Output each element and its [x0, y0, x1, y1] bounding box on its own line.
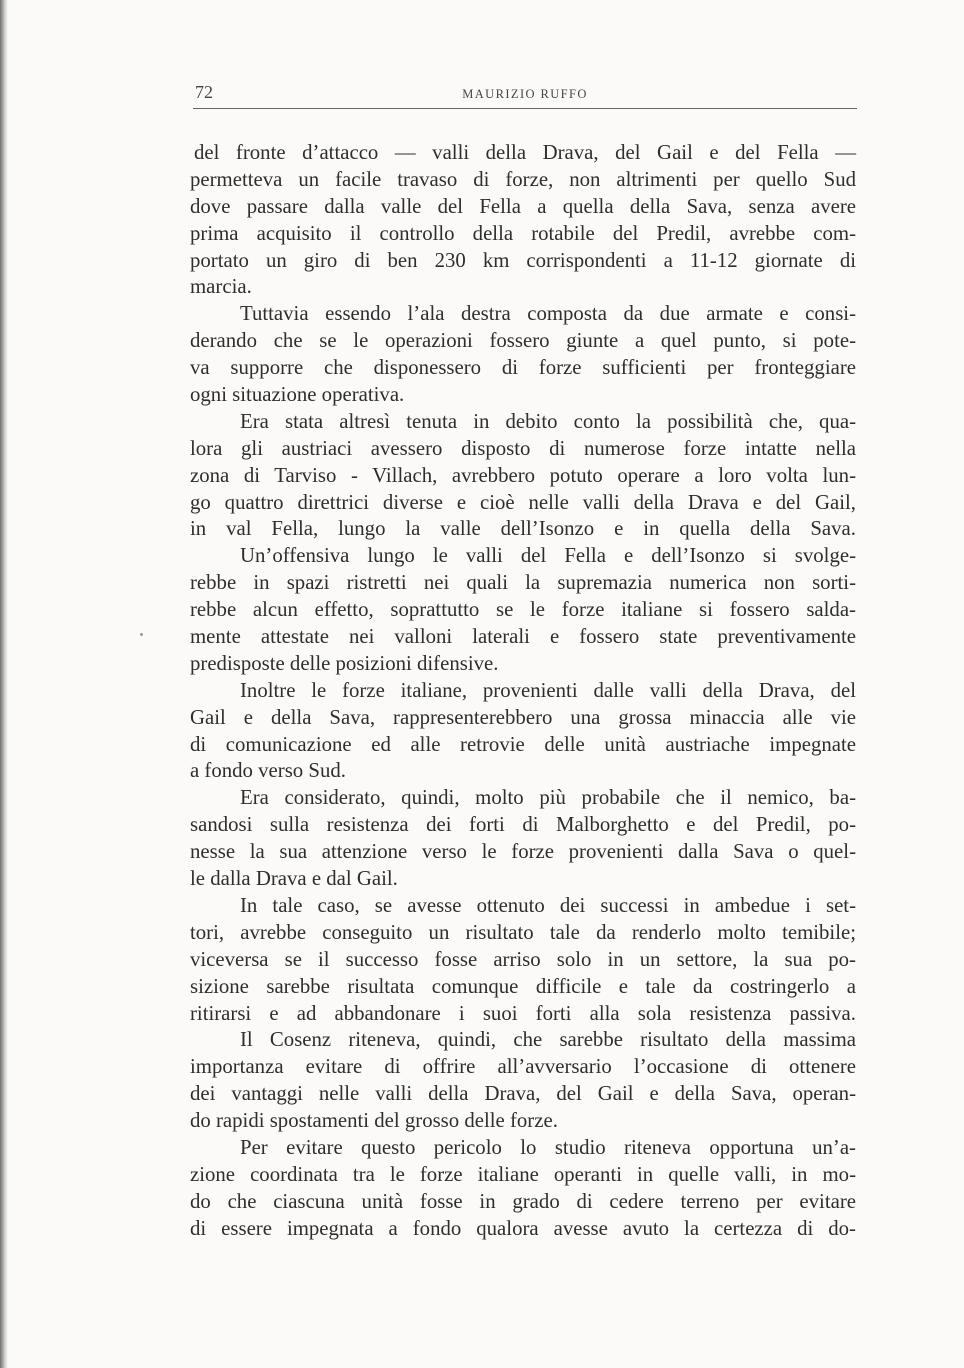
text-line: viceversa se il successo fosse arriso solo in un settore, la sua po-	[190, 947, 856, 971]
text-line: lora gli austriaci avessero disposto di numerose forze intatte nella	[190, 436, 856, 460]
text-line: In tale caso, se avesse ottenuto dei successi in ambedue i set-	[240, 893, 856, 917]
text-line: zione coordinata tra le forze italiane operanti in quelle valli, in mo-	[190, 1162, 856, 1186]
text-line: predisposte delle posizioni difensive.	[190, 651, 499, 675]
text-line: permetteva un facile travaso di forze, non altrimenti per quello Sud	[190, 167, 856, 191]
text-line: dei vantaggi nelle valli della Drava, del Gail e della Sava, operan-	[190, 1082, 856, 1106]
body-text	[190, 140, 856, 1243]
text-line: a fondo verso Sud.	[190, 759, 346, 783]
text-line: Il Cosenz riteneva, quindi, che sarebbe risultato della massima	[240, 1028, 856, 1052]
text-line: Era considerato, quindi, molto più probabile che il nemico, ba-	[240, 786, 856, 810]
text-line: di comunicazione ed alle retrovie delle unità austriache impegnate	[190, 732, 856, 756]
text-line: importanza evitare di offrire all’avversario l’occasione di ottenere	[190, 1055, 856, 1079]
text-line: portato un giro di ben 230 km corrispondenti a 11-12 giornate di	[190, 248, 856, 272]
page-edge-shadow	[0, 0, 8, 1368]
text-line: do rapidi spostamenti del grosso delle forze.	[190, 1109, 558, 1133]
text-line: rebbe in spazi ristretti nei quali la supremazia numerica non sorti-	[190, 571, 856, 595]
scan-speck	[140, 633, 143, 636]
text-line: ogni situazione operativa.	[190, 383, 405, 407]
text-line: Gail e della Sava, rappresenterebbero una grossa minaccia alle vie	[190, 705, 856, 729]
page-header	[193, 80, 857, 108]
text-line: sizione sarebbe risultata comunque difficile e tale da costringerlo a	[190, 974, 856, 998]
text-line: Era stata altresì tenuta in debito conto la possibilità che, qua-	[240, 409, 856, 433]
text-line: tori, avrebbe conseguito un risultato tale da renderlo molto temibile;	[190, 920, 856, 944]
text-line: le dalla Drava e dal Gail.	[190, 867, 398, 891]
text-line: derando che se le operazioni fossero giunte a quel punto, si pote-	[190, 329, 856, 353]
text-line: in val Fella, lungo la valle dell’Isonzo e in quella della Sava.	[190, 517, 856, 541]
text-line: del fronte d’attacco — valli della Drava, del Gail e del Fella —	[194, 141, 856, 164]
text-line: Un’offensiva lungo le valli del Fella e dell’Isonzo si svolge-	[240, 544, 856, 568]
text-line: prima acquisito il controllo della rotabile del Predil, avrebbe com-	[190, 221, 856, 245]
text-line: rebbe alcun effetto, soprattutto se le forze italiane si fossero salda-	[190, 598, 856, 622]
text-line: go quattro direttrici diverse e cioè nelle valli della Drava e del Gail,	[190, 490, 856, 514]
text-line: dove passare dalla valle del Fella a quella della Sava, senza avere	[190, 194, 856, 218]
text-line: zona di Tarviso - Villach, avrebbero potuto operare a loro volta lun-	[190, 463, 856, 487]
text-line: Tuttavia essendo l’ala destra composta da due armate e consi-	[240, 302, 856, 326]
header-rule	[193, 108, 857, 109]
running-head: MAURIZIO RUFFO	[462, 87, 588, 101]
text-line: sandosi sulla resistenza dei forti di Malborghetto e del Predil, po-	[190, 813, 856, 837]
text-line: ritirarsi e ad abbandonare i suoi forti alla sola resistenza passiva.	[190, 1001, 856, 1025]
page-number: 72	[195, 82, 213, 102]
text-line: di essere impegnata a fondo qualora avesse avuto la certezza di do-	[190, 1216, 856, 1240]
text-line: mente attestate nei valloni laterali e fossero state preventivamente	[190, 625, 856, 649]
text-line: do che ciascuna unità fosse in grado di cedere terreno per evitare	[190, 1189, 856, 1213]
text-line: marcia.	[190, 275, 252, 299]
text-line: Inoltre le forze italiane, provenienti dalle valli della Drava, del	[240, 678, 856, 702]
text-line: Per evitare questo pericolo lo studio riteneva opportuna un’a-	[240, 1135, 856, 1159]
text-line: nesse la sua attenzione verso le forze provenienti dalla Sava o quel-	[190, 840, 856, 864]
text-line: va supporre che disponessero di forze sufficienti per fronteggiare	[190, 356, 856, 380]
